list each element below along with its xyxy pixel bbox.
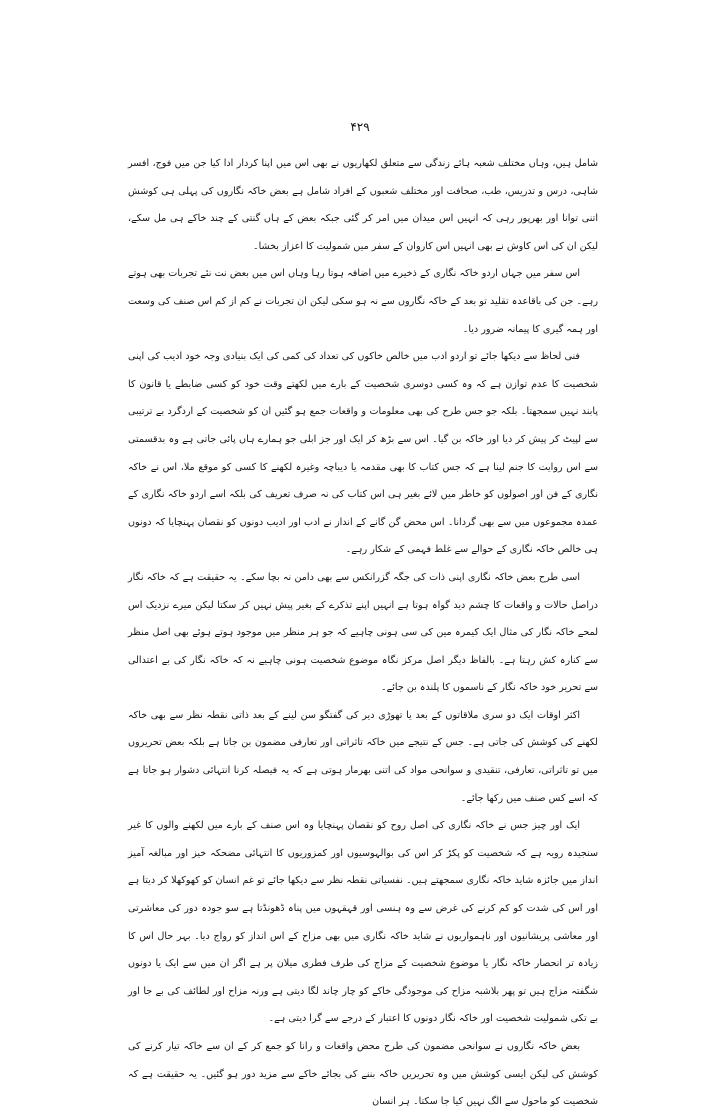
paragraph-5: اکثر اوقات ایک دو سری ملاقاتوں کے بعد یا تھوڑی دیر کی گفتگو سن لینے کے بعد ذاتی نقطہ نظر سے بھی خاکہ لکھنے کی کوشش کی جاتی ہے۔ جس کے نتیجے میں خاکہ تاثراتی اور تعارفی مضمون بن جاتا ہے بلکہ بعض تحریروں میں تو تاثراتی، تعارفی، تنقیدی و سوانحی مواد کی اتنی بھرمار ہوتی ہے کہ یہ فیصلہ کرنا انتہائی دشوار ہو جاتا ہے کہ اسے کس صنف میں رکھا جائے۔ — [128, 709, 598, 804]
page-number: ۴۲۹ — [350, 120, 370, 134]
paragraph-7: بعض خاکہ نگاروں نے سوانحی مضمون کی طرح محض واقعات و رانا کو جمع کر کے ان سے خاکہ تیار کرنے کی کوشش کی لیکن ایسی کوشش میں وہ تحریریں خاکہ بننے کی بجائے خاکے سے مزید دور ہو گئیں۔ یہ حقیقت ہے کہ شخصیت کو ماحول سے الگ نہیں کیا جا سکتا۔ ہر انسان — [128, 1041, 598, 1108]
paragraph-3: فنی لحاظ سے دیکھا جائے تو اردو ادب میں خالص خاکوں کی تعداد کی کمی کی ایک بنیادی وجہ خود ادیب کی اپنی شخصیت کا عدم توازن ہے کہ وہ کسی دوسری شخصیت کے بارے میں لکھتے وقت خود کو کسی ضابطے یا قانون کا پابند نہیں سمجھتا۔ بلکہ جو جس طرح کی بھی معلومات و واقعات جمع ہو گئیں ان کو شخصیت کے اردگرد بے ترتیبی سے لپیٹ کر پیش کر دیا اور خاکہ بن گیا۔ اس سے بڑھ کر ایک اور جز ابلی جو ہمارے ہاں پائی جاتی ہے وہ بدقسمتی سے اس روایت کا جنم لینا ہے کہ جس کتاب کا بھی مقدمہ یا دیباچہ وغیرہ لکھنے کا کسی کو موقع ملا، اس نے خاکہ نگاری کے فن اور اصولوں کو خاطر میں لائے بغیر ہی اس کتاب کی نہ صرف تعریف کی بلکہ اسے اردو خاکہ نگاری کے عمدہ مجموعوں میں سے بھی گردانا۔ اس محض گن گانے کے انداز نے ادب اور ادیب دونوں کو نقصان پہنچایا کہ دونوں ہی خالص خاکہ نگاری کے حوالے سے غلط فہمی کے شکار رہے۔ — [128, 351, 598, 556]
paragraph-4: اسی طرح بعض خاکہ نگاری اپنی ذات کی جگہ گزرانکس سے بھی دامن نہ بچا سکے۔ یہ حقیقت ہے کہ خاکہ نگار دراصل حالات و واقعات کا چشم دید گواہ ہوتا ہے انہیں اپنے تذکرے کے بغیر پیش نہیں کر سکتا لیکن میرے نزدیک اس لمحے خاکہ نگار کی مثال ایک کیمرہ مین کی سی ہونی چاہیے کہ جو ہر منظر میں موجود ہوتے ہوئے بھی اصل منظر سے کنارہ کش رہتا ہے۔ بالفاظ دیگر اصل مرکز نگاہ موضوع شخصیت ہونی چاہیے نہ کہ خاکہ نگار کی بے اعتدالی سے تحریر خود خاکہ نگار کے ناسموں کا پلندہ بن جائے۔ — [128, 571, 598, 694]
paragraph-2: اس سفر میں جہاں اردو خاکہ نگاری کے ذخیرے میں اضافہ ہوتا رہا وہاں اس میں بعض نت نئے تجربات بھی ہوتے رہے۔ جن کی باقاعدہ تقلید تو بعد کے خاکہ نگاروں سے نہ ہو سکی لیکن ان تجربات نے کم از کم اس صنف کی وسعت اور ہمہ گیری کا پیمانہ ضرور دیا۔ — [128, 268, 598, 335]
paragraph-6: ایک اور چیز جس نے خاکہ نگاری کی اصل روح کو نقصان پہنچایا وہ اس صنف کے بارے میں لکھنے والوں کا غیر سنجیدہ رویہ ہے کہ شخصیت کو پکڑ کر اس کی بوالہوسیوں اور کمزوریوں کا انتہائی مضحکہ خیز اور مبالغہ آمیز انداز میں جائزہ شاید خاکہ نگاری سمجھتے ہیں۔ نفسیاتی نقطہ نظر سے دیکھا جائے تو غم انسان کو کھوکھلا کر دیتا ہے اور اس کی شدت کو کم کرنے کی غرض سے وہ ہنسی اور قہقہوں میں پناہ ڈھونڈتا ہے سو جودہ دور کی معاشرتی اور معاشی پریشانیوں اور ناہمواریوں نے شاید خاکہ نگاری میں بھی مزاح کے اس انداز کو رواج دیا۔ بہر حال اس کا زیادہ تر انحصار خاکہ نگار یا موضوع شخصیت کے مزاج کی طرف فطری میلان پر ہے اگر ان میں سے ایک یا دونوں شگفتہ مزاج ہیں تو پھر بلاشبہ مزاح کی موجودگی خاکے کو چار چاند لگا دیتی ہے ورنہ مزاح اور لطائف کی بے جا اور بے تکی شمولیت شخصیت اور خاکہ نگار دونوں کا اعتبار کے درجے سے گرا دیتی ہے۔ — [128, 820, 598, 1025]
body-text — [128, 150, 598, 1116]
paragraph-1: شامل ہیں، وہاں مختلف شعبہ ہائے زندگی سے متعلق لکھاریوں نے بھی اس میں اپنا کردار ادا کیا جن میں فوج، افسر شاہی، درس و تدریس، طب، صحافت اور مختلف شعبوں کے افراد شامل ہے بعض خاکہ نگاروں کی پہلی ہی کوشش اتنی توانا اور بھرپور رہی کہ انہیں اس میدان میں امر کر گئی جبکہ بعض کے ہاں گنتی کے چند خاکے ہی مل سکے، لیکن ان کی اس کاوش نے بھی انہیں اس کاروان کے سفر میں شمولیت کا اعزاز بخشا۔ — [128, 158, 598, 252]
